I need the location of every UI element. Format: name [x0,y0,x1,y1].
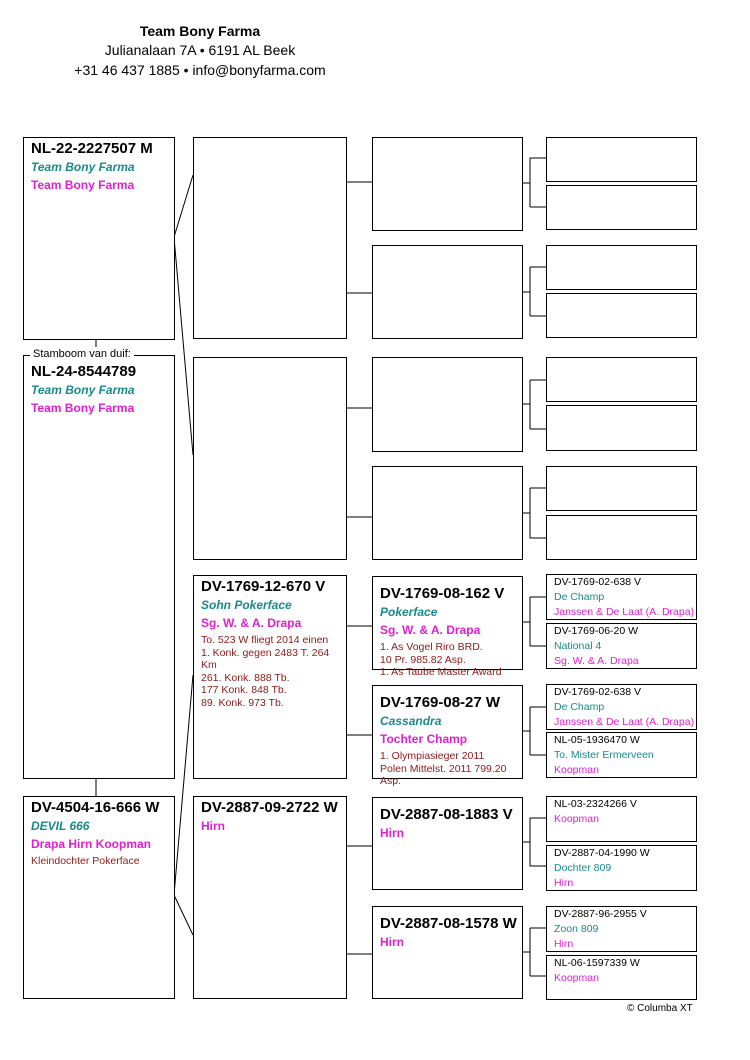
pigeon-ring: DV-2887-08-1883 V [380,806,513,823]
pigeon-name: Cassandra [380,714,442,728]
mfmf-card[interactable] [546,684,697,730]
pigeon-description [380,750,515,788]
pigeon-name: DEVIL 666 [31,819,90,833]
desc-line: 10 Pr. 985.82 Asp. [380,653,466,666]
pigeon-owner: Sg. W. & A. Drapa [554,655,639,667]
pigeon-ring: DV-1769-02-638 V [554,576,641,588]
pigeon-ring: DV-1769-08-162 V [380,585,505,602]
breeder-contact: +31 46 437 1885 • info@bonyfarma.com [74,62,326,78]
g4-card-empty[interactable] [546,137,697,182]
g4-card-empty[interactable] [546,245,697,290]
mff-card[interactable] [372,576,523,678]
pigeon-owner: Hirn [380,935,404,949]
pigeon-description: Kleindochter Pokerface [31,855,140,867]
pigeon-ring: NL-24-8544789 [31,363,137,380]
fff-card-empty[interactable] [372,137,523,231]
desc-line: 1. As Taube Master Award [380,666,502,678]
pigeon-ring: NL-03-2324266 V [554,798,637,810]
mmm-card[interactable] [372,906,523,999]
ff-card-empty[interactable] [193,137,347,339]
pigeon-owner: Sg. W. & A. Drapa [201,616,302,630]
father-card[interactable] [23,137,175,340]
pigeon-owner: Team Bony Farma [31,401,135,415]
pigeon-name: Team Bony Farma [31,383,135,397]
breeder-name: Team Bony Farma [139,23,261,39]
mfff-card[interactable] [546,574,697,620]
pigeon-owner: Koopman [554,813,599,825]
pigeon-owner: Koopman [554,764,599,776]
subject-card[interactable] [23,355,175,779]
mfm-card[interactable] [372,685,523,787]
pigeon-description [201,634,339,709]
desc-line: Asp. [380,775,402,787]
mm-card[interactable] [193,796,347,999]
g4-card-empty[interactable] [546,466,697,511]
pigeon-ring: DV-2887-09-2722 W [201,799,338,816]
pigeon-description [380,641,515,679]
desc-line: 1. As Vogel Riro BRD. [380,641,483,653]
pigeon-owner: Tochter Champ [380,732,468,746]
pigeon-ring: DV-2887-04-1990 W [554,847,650,859]
pigeon-name: De Champ [554,701,605,713]
mmff-card[interactable] [546,796,697,842]
pigeon-ring: NL-05-1936470 W [554,734,640,746]
desc-line: Polen Mittelst. 2011 799.20 [380,762,507,775]
desc-line: 1. Olympiasieger 2011 [380,750,485,762]
pigeon-owner: Hirn [380,826,404,840]
pigeon-name: Zoon 809 [554,923,599,935]
desc-line: 177 Konk. 848 Tb. [201,684,287,696]
fmm-card-empty[interactable] [372,466,523,560]
mother-card[interactable] [23,796,175,999]
desc-line: 1. Konk. gegen 2483 T. 264 Km [201,646,330,671]
pigeon-owner: Janssen & De Laat (A. Drapa) [554,606,695,618]
g4-card-empty[interactable] [546,293,697,338]
pigeon-ring: DV-1769-12-670 V [201,578,326,595]
pigeon-owner: Sg. W. & A. Drapa [380,623,481,637]
pigeon-name: To. Mister Ermerveen [554,749,654,761]
pigeon-owner: Hirn [554,938,574,950]
pigeon-name: Dochter 809 [554,862,612,874]
desc-line: To. 523 W fliegt 2014 einen [201,634,329,646]
pigeon-name: Pokerface [380,605,438,619]
pigeon-owner: Hirn [201,819,225,833]
pigeon-owner: Hirn [554,877,574,889]
pigeon-ring: DV-1769-06-20 W [554,625,639,637]
g4-card-empty[interactable] [546,357,697,402]
mmfm-card[interactable] [546,845,697,891]
mffm-card[interactable] [546,623,697,669]
mmmf-card[interactable] [546,906,697,952]
fm-card-empty[interactable] [193,357,347,560]
pigeon-ring: DV-2887-96-2955 V [554,908,647,920]
pigeon-name: National 4 [554,640,602,652]
pigeon-ring: DV-2887-08-1578 W [380,915,517,932]
pigeon-name: Sohn Pokerface [201,598,292,612]
ffm-card-empty[interactable] [372,245,523,339]
mf-card[interactable] [193,575,347,779]
desc-line: 261. Konk. 888 Tb. [201,671,290,684]
mfmm-card[interactable] [546,732,697,778]
pigeon-owner: Janssen & De Laat (A. Drapa) [554,716,695,728]
copyright-footer: © Columba XT [627,1003,693,1014]
g4-card-empty[interactable] [546,185,697,230]
pigeon-owner: Team Bony Farma [31,178,135,192]
pigeon-name: Team Bony Farma [31,160,135,174]
pigeon-name: De Champ [554,591,605,603]
pigeon-ring: DV-4504-16-666 W [31,799,160,816]
g4-card-empty[interactable] [546,515,697,560]
pigeon-owner: Koopman [554,972,599,984]
mmmm-card[interactable] [546,955,697,1000]
pigeon-ring: DV-1769-08-27 W [380,694,501,711]
pigeon-owner: Drapa Hirn Koopman [31,837,152,851]
pigeon-ring: NL-06-1597339 W [554,957,640,969]
breeder-address: Julianalaan 7A • 6191 AL Beek [104,42,296,58]
stamboom-label: Stamboom van duif: [30,347,134,361]
mmf-card[interactable] [372,797,523,890]
pigeon-ring: NL-22-2227507 M [31,140,153,157]
g4-card-empty[interactable] [546,405,697,451]
desc-line: 89. Konk. 973 Tb. [201,696,284,709]
fmf-card-empty[interactable] [372,357,523,452]
pigeon-ring: DV-1769-02-638 V [554,686,641,698]
